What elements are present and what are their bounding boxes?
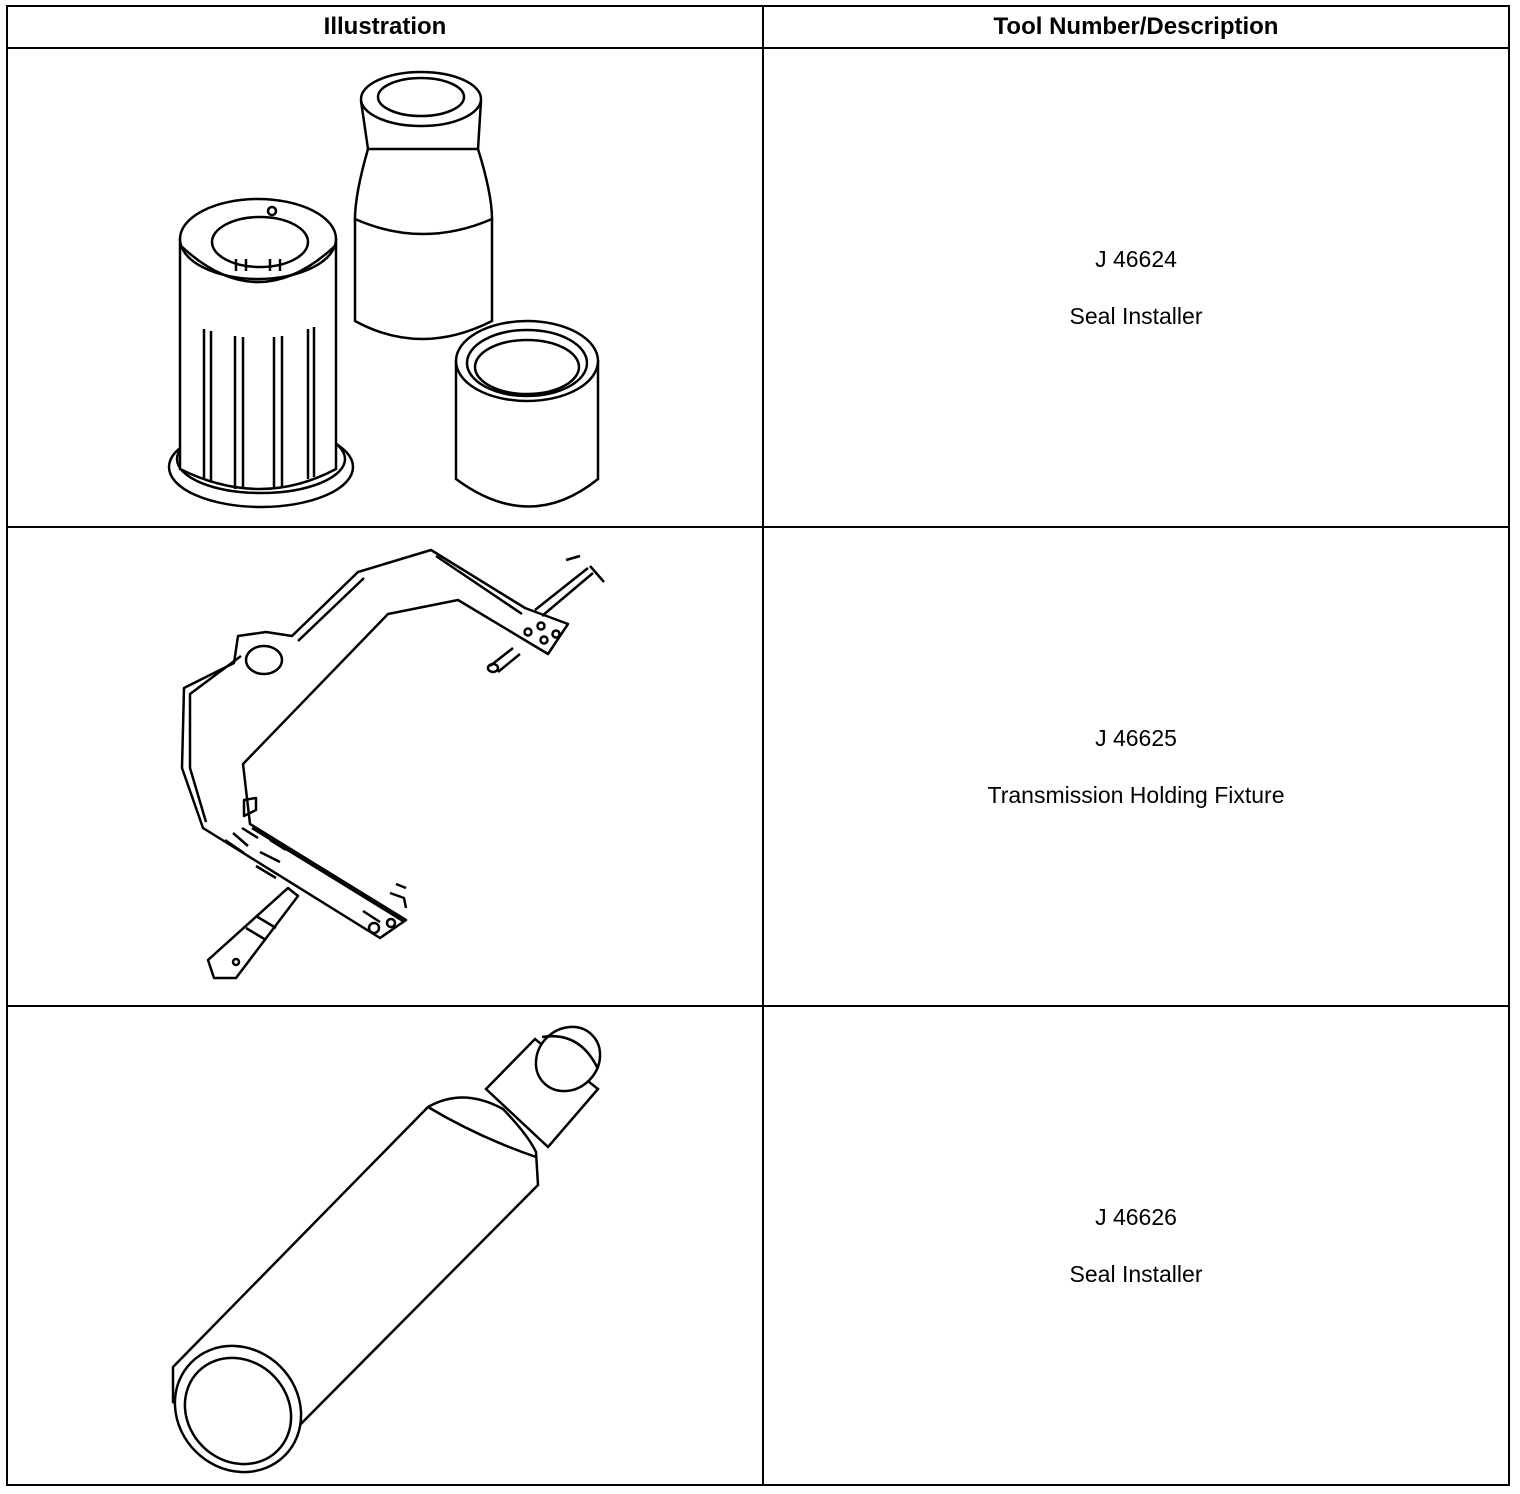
tool-number: J 46624	[1095, 245, 1177, 272]
tool-description: Seal Installer	[1069, 302, 1203, 329]
table-row	[7, 48, 1509, 527]
illustration-cell	[7, 527, 763, 1006]
header-row	[7, 6, 1509, 48]
tool-description: Transmission Holding Fixture	[987, 781, 1285, 808]
seal-installer-set-illustration	[8, 49, 762, 526]
header-illustration: Illustration	[7, 6, 763, 48]
table-row	[7, 1006, 1509, 1485]
tool-number: J 46626	[1095, 1203, 1177, 1230]
holding-fixture-illustration	[8, 528, 762, 1005]
description-cell	[763, 527, 1509, 1006]
tool-number: J 46625	[1095, 724, 1177, 751]
table-row	[7, 527, 1509, 1006]
tools-table	[6, 5, 1510, 1486]
illustration-cell	[7, 48, 763, 527]
description-cell	[763, 48, 1509, 527]
seal-installer-rod-illustration	[8, 1007, 762, 1484]
illustration-cell	[7, 1006, 763, 1485]
header-tool-description: Tool Number/Description	[763, 6, 1509, 48]
tool-description: Seal Installer	[1069, 1260, 1203, 1287]
description-cell	[763, 1006, 1509, 1485]
